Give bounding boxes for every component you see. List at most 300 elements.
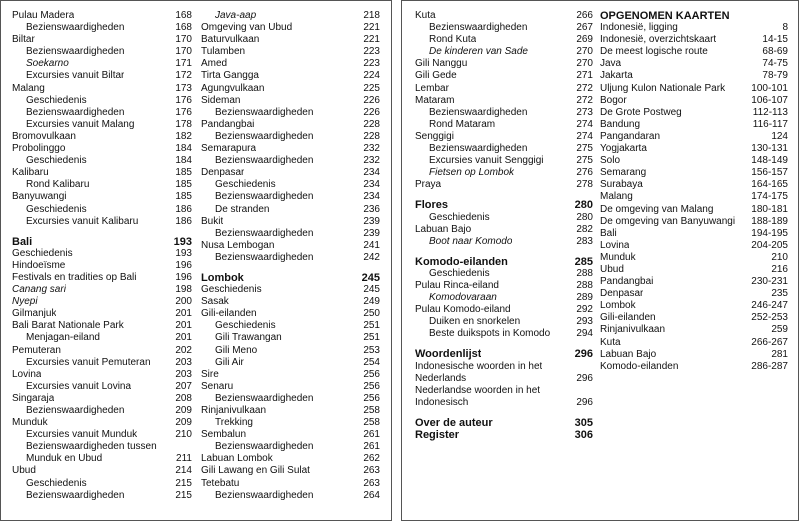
toc-entry [12, 46, 192, 58]
toc-entry [201, 369, 380, 381]
entry-title: Pangandaran [600, 130, 661, 142]
toc-entry [415, 373, 593, 385]
toc-entry [415, 212, 593, 224]
maps-heading: OPGENOMEN KAARTEN [600, 10, 730, 22]
entry-title: Pandangbai [201, 118, 255, 130]
entry-title: Nederlandse woorden in het [415, 384, 541, 396]
map-list-item [600, 361, 788, 373]
page-number: 226 [363, 94, 380, 106]
page-number: 252-253 [751, 312, 788, 324]
entry-title: Malang [12, 82, 45, 94]
entry-title: Munduk [12, 417, 48, 429]
entry-title: Sembalun [201, 429, 247, 441]
page-number: 172 [175, 70, 192, 82]
page-number: 178 [175, 118, 192, 130]
toc-section-heading [415, 348, 593, 360]
entry-title: Gili Lawang en Gili Sulat [201, 465, 310, 477]
page-number: 245 [361, 271, 380, 284]
page-number: 256 [363, 368, 380, 380]
entry-title: Tirta Gangga [201, 70, 259, 82]
entry-title: Geschiedenis [429, 211, 490, 223]
page-number: 124 [771, 130, 788, 142]
entry-title: Bali [600, 227, 617, 239]
entry-title: Mataram [415, 94, 455, 106]
toc-entry [12, 417, 192, 429]
entry-title: Flores [415, 199, 449, 212]
page-number: 282 [576, 223, 593, 235]
entry-title: Bali [12, 235, 33, 248]
page-number: 239 [363, 227, 380, 239]
page-number: 74-75 [762, 58, 788, 70]
page-number: 283 [576, 235, 593, 247]
page-number: 286-287 [751, 360, 788, 372]
entry-title: Excursies vanuit Munduk [26, 429, 138, 441]
toc-section-heading [415, 199, 593, 211]
toc-entry [201, 83, 380, 95]
entry-title: Praya [415, 179, 442, 191]
toc-entry [201, 179, 380, 191]
toc-entry [12, 320, 192, 332]
entry-title: Semarapura [201, 143, 257, 155]
right-page [401, 0, 799, 521]
entry-title: Munduk [600, 251, 636, 263]
page-number: 225 [363, 82, 380, 94]
toc-entry [415, 179, 593, 191]
page-number: 156-157 [751, 167, 788, 179]
entry-title: De stranden [215, 203, 270, 215]
toc-entry [415, 22, 593, 34]
toc-entry [415, 10, 593, 22]
map-list-item [600, 252, 788, 264]
page-number: 148-149 [751, 155, 788, 167]
toc-entry [12, 131, 192, 143]
toc-entry [12, 191, 192, 203]
entry-title: Senggigi [415, 130, 454, 142]
toc-entry [201, 345, 380, 357]
page-number: 288 [576, 279, 593, 291]
map-list-item [600, 300, 788, 312]
page-number: 209 [175, 405, 192, 416]
page-number: 281 [771, 348, 788, 360]
page-number: 221 [363, 34, 380, 46]
toc-entry [201, 34, 380, 46]
page-number: 112-113 [752, 106, 788, 118]
entry-title: Bezienswaardigheden [26, 22, 125, 34]
page-number: 209 [175, 417, 192, 429]
entry-title: De omgeving van Banyuwangi [600, 215, 736, 227]
spacer [415, 248, 593, 256]
entry-title: Bezienswaardigheden [26, 106, 125, 118]
page-number: 215 [175, 489, 192, 501]
map-list-item [600, 58, 788, 70]
page-number: 296 [576, 372, 593, 384]
toc-entry [12, 478, 192, 490]
toc-entry [201, 405, 380, 417]
entry-title: Bezienswaardigheden [215, 130, 314, 142]
page-number: 263 [363, 477, 380, 489]
entry-title: Gili Gede [415, 70, 457, 82]
entry-title: Probolinggo [12, 143, 66, 155]
entry-title: Pandangbai [600, 276, 654, 288]
toc-column-3 [415, 10, 593, 441]
page-number: 261 [363, 429, 380, 441]
page-number: 215 [175, 477, 192, 489]
page-number: 214 [175, 465, 192, 477]
toc-entry [12, 308, 192, 320]
entry-title: Nusa Lembogan [201, 239, 275, 251]
page-number: 185 [175, 179, 192, 191]
entry-title: Lovina [600, 239, 630, 251]
page-number: 241 [363, 239, 380, 251]
entry-title: Gili-eilanden [201, 308, 257, 320]
toc-entry [201, 465, 380, 477]
toc-entry [201, 252, 380, 264]
toc-entry [201, 478, 380, 490]
entry-title: Labuan Bajo [415, 223, 472, 235]
map-list-item [600, 155, 788, 167]
entry-title: Ubud [12, 465, 36, 477]
page-number: 170 [175, 34, 192, 46]
entry-title: Indonesië, ligging [600, 22, 678, 34]
page-number: 188-189 [751, 215, 788, 227]
entry-title: Bezienswaardigheden tussen [26, 441, 157, 453]
toc-entry [12, 34, 192, 46]
map-list-item [600, 324, 788, 336]
entry-title: Sideman [201, 94, 241, 106]
toc-entry [201, 240, 380, 252]
page-number: 168 [175, 10, 192, 21]
toc-entry [415, 95, 593, 107]
page-number: 270 [576, 58, 593, 70]
toc-entry [201, 357, 380, 369]
entry-title: Excursies vanuit Kalibaru [26, 215, 139, 227]
entry-title: Pulau Komodo-eiland [415, 304, 511, 316]
entry-title: Bezienswaardigheden [215, 441, 314, 453]
entry-title: Java-aap [215, 10, 257, 21]
toc-entry [201, 204, 380, 216]
page-number: 200 [175, 296, 192, 308]
page-number: 273 [576, 106, 593, 118]
toc-entry [415, 280, 593, 292]
page-number: 216 [771, 263, 788, 275]
page-number: 269 [576, 34, 593, 46]
toc-entry [415, 155, 593, 167]
toc-entry [12, 155, 192, 167]
entry-title: Kalibaru [12, 167, 49, 179]
toc-section-heading [12, 236, 192, 248]
page-number: 130-131 [751, 143, 788, 155]
page-number: 296 [574, 348, 593, 361]
entry-title: Excursies vanuit Lovina [26, 380, 132, 392]
page-number: 294 [576, 328, 593, 340]
entry-title: Rond Kuta [429, 34, 477, 46]
entry-title: Kuta [600, 336, 621, 348]
toc-entry [415, 316, 593, 328]
entry-title: De kinderen van Sade [429, 46, 528, 58]
toc-entry [201, 453, 380, 465]
entry-title: Over de auteur [415, 416, 493, 429]
page-number: 256 [363, 380, 380, 392]
page-number: 263 [363, 465, 380, 477]
entry-title: Bezienswaardigheden [26, 489, 125, 501]
page-number: 239 [363, 215, 380, 227]
page-number: 228 [363, 130, 380, 142]
entry-title: Indonesisch [415, 396, 469, 408]
page-number: 207 [175, 380, 192, 392]
toc-entry [201, 393, 380, 405]
entry-title: Soekarno [26, 58, 69, 70]
page-number: 264 [363, 489, 380, 501]
entry-title: De meest logische route [600, 46, 708, 58]
entry-title: Malang [600, 191, 633, 203]
toc-entry [201, 332, 380, 344]
entry-title: Canang sari [12, 284, 66, 296]
map-list-item [600, 216, 788, 228]
entry-title: Gili Trawangan [215, 332, 282, 344]
entry-title: Agungvulkaan [201, 82, 265, 94]
toc-entry [415, 70, 593, 82]
page-number: 272 [576, 82, 593, 94]
entry-title: Beste duikspots in Komodo [429, 328, 551, 340]
page-number: 254 [363, 356, 380, 368]
page-number: 180-181 [751, 203, 788, 215]
entry-title: Excursies vanuit Pemuteran [26, 356, 151, 368]
toc-entry [12, 216, 192, 228]
toc-entry [12, 95, 192, 107]
page-number: 184 [175, 143, 192, 155]
page-number: 275 [576, 143, 593, 155]
map-list-item [600, 83, 788, 95]
entry-title: Nyepi [12, 296, 38, 308]
toc-entry [12, 296, 192, 308]
toc-entry [201, 308, 380, 320]
page-number: 164-165 [751, 179, 788, 191]
entry-title: Indonesië, overzichtskaart [600, 34, 717, 46]
toc-entry [201, 131, 380, 143]
toc-entry [415, 385, 593, 397]
toc-entry [201, 417, 380, 429]
page-number: 185 [175, 191, 192, 203]
page-number: 234 [363, 191, 380, 203]
entry-title: Lombok [600, 300, 636, 312]
page-number: 296 [576, 396, 593, 408]
toc-entry [415, 292, 593, 304]
entry-title: Geschiedenis [26, 477, 87, 489]
map-list-item [600, 167, 788, 179]
entry-title: Geschiedenis [26, 203, 87, 215]
entry-title: Fietsen op Lombok [429, 167, 515, 179]
entry-title: Labuan Bajo [600, 348, 657, 360]
entry-title: Jakarta [600, 70, 633, 82]
entry-title: Bukit [201, 215, 224, 227]
toc-entry [201, 107, 380, 119]
map-list-item [600, 119, 788, 131]
toc-entry [201, 490, 380, 502]
map-list-item [600, 264, 788, 276]
page-number: 270 [576, 46, 593, 58]
toc-entry [415, 224, 593, 236]
page-number: 223 [363, 46, 380, 58]
page-number: 193 [173, 235, 192, 248]
map-list-item [600, 240, 788, 252]
entry-title: Komodo-eilanden [415, 255, 508, 268]
page-number: 198 [175, 284, 192, 296]
entry-title: Bali Barat Nationale Park [12, 320, 124, 332]
entry-title: De omgeving van Malang [600, 203, 714, 215]
page-number: 174-175 [751, 191, 788, 203]
page-number: 196 [175, 271, 192, 283]
entry-title: Banyuwangi [12, 191, 67, 203]
page-number: 218 [363, 10, 380, 21]
entry-title: Rond Mataram [429, 118, 496, 130]
toc-entry [12, 332, 192, 344]
map-list-item [600, 95, 788, 107]
page-number: 176 [175, 94, 192, 106]
page-number: 289 [576, 292, 593, 304]
map-list-item [600, 228, 788, 240]
page-number: 203 [175, 368, 192, 380]
toc-entry [12, 453, 192, 465]
toc-entry [201, 381, 380, 393]
entry-title: Gilmanjuk [12, 308, 57, 320]
page-number: 202 [175, 344, 192, 356]
page-number: 228 [363, 118, 380, 130]
entry-title: Geschiedenis [12, 247, 73, 259]
page-number: 224 [363, 70, 380, 82]
entry-title: Geschiedenis [26, 155, 87, 167]
toc-entry [12, 381, 192, 393]
entry-title: Komodo-eilanden [600, 360, 679, 372]
entry-title: Solo [600, 155, 621, 167]
toc-entry [201, 155, 380, 167]
map-list-item [600, 288, 788, 300]
entry-title: Gili Nanggu [415, 58, 468, 70]
entry-title: Geschiedenis [26, 94, 87, 106]
page-number: 204-205 [751, 239, 788, 251]
toc-section-heading [201, 272, 380, 284]
page-number: 106-107 [751, 94, 788, 106]
page-number: 280 [576, 211, 593, 223]
page-number: 234 [363, 167, 380, 179]
entry-title: Register [415, 429, 460, 441]
page-number: 100-101 [751, 82, 788, 94]
page-number: 306 [574, 429, 593, 441]
page-number: 250 [363, 308, 380, 320]
page-number: 208 [175, 392, 192, 404]
toc-entry [12, 10, 192, 22]
entry-title: Biltar [12, 34, 35, 46]
page-number: 245 [363, 284, 380, 296]
entry-title: Semarang [600, 167, 647, 179]
entry-title: Kuta [415, 10, 436, 21]
toc-entry [415, 361, 593, 373]
page-number: 258 [363, 405, 380, 416]
page-number: 210 [175, 429, 192, 441]
page-number: 274 [576, 130, 593, 142]
entry-title: Indonesische woorden in het [415, 360, 543, 372]
toc-entry [201, 58, 380, 70]
toc-entry [12, 58, 192, 70]
toc-entry [12, 119, 192, 131]
toc-entry [201, 46, 380, 58]
page-number: 280 [574, 199, 593, 212]
toc-entry [201, 216, 380, 228]
entry-title: Gili Meno [215, 344, 258, 356]
entry-title: Bromovulkaan [12, 130, 76, 142]
toc-entry [12, 260, 192, 272]
entry-title: Bezienswaardigheden [215, 227, 314, 239]
toc-entry [415, 268, 593, 280]
entry-title: De Grote Postweg [600, 106, 682, 118]
toc-entry [201, 95, 380, 107]
toc-entry [12, 272, 192, 284]
map-list-item [600, 276, 788, 288]
map-list-item [600, 349, 788, 361]
toc-entry [201, 228, 380, 240]
map-list-item [600, 70, 788, 82]
entry-title: Uljung Kulon Nationale Park [600, 82, 726, 94]
toc-entry [201, 441, 380, 453]
entry-title: Denpasar [600, 288, 644, 300]
toc-entry [12, 83, 192, 95]
page-number: 223 [363, 58, 380, 70]
toc-entry [415, 328, 593, 340]
page-number: 261 [363, 441, 380, 453]
page-number: 292 [576, 304, 593, 316]
map-list-item [600, 204, 788, 216]
page-number: 201 [175, 308, 192, 320]
entry-title: Baturvulkaan [201, 34, 260, 46]
page-number: 235 [771, 288, 788, 300]
toc-entry [201, 284, 380, 296]
toc-entry [12, 167, 192, 179]
entry-title: Pemuteran [12, 344, 61, 356]
toc-entry [12, 179, 192, 191]
entry-title: Bezienswaardigheden [429, 143, 528, 155]
spacer [201, 264, 380, 272]
entry-title: Geschiedenis [429, 267, 490, 279]
entry-title: Bezienswaardigheden [215, 191, 314, 203]
entry-title: Sire [201, 368, 219, 380]
page-number: 186 [175, 215, 192, 227]
page-number: 8 [782, 22, 788, 34]
toc-entry [12, 393, 192, 405]
entry-title: Bezienswaardigheden [215, 392, 314, 404]
page-number: 266 [576, 10, 593, 21]
page-number: 251 [363, 320, 380, 332]
entry-title: Tetebatu [201, 477, 240, 489]
entry-title: Surabaya [600, 179, 643, 191]
toc-section-heading [415, 417, 593, 429]
page-number: 253 [363, 344, 380, 356]
toc-column-2 [201, 10, 380, 502]
entry-title: Bezienswaardigheden [26, 46, 125, 58]
page-number: 236 [363, 203, 380, 215]
entry-title: Hindoeïsme [12, 259, 66, 271]
page-number: 262 [363, 453, 380, 465]
toc-entry [201, 143, 380, 155]
entry-title: Lombok [201, 271, 244, 284]
page-number: 293 [576, 316, 593, 328]
entry-title: Senaru [201, 380, 234, 392]
entry-title: Nederlands [415, 372, 467, 384]
page-number: 201 [175, 332, 192, 344]
toc-entry [201, 119, 380, 131]
entry-title: Bezienswaardigheden [215, 155, 314, 167]
page-number: 266-267 [751, 336, 788, 348]
entry-title: Lovina [12, 368, 42, 380]
entry-title: Geschiedenis [215, 320, 276, 332]
